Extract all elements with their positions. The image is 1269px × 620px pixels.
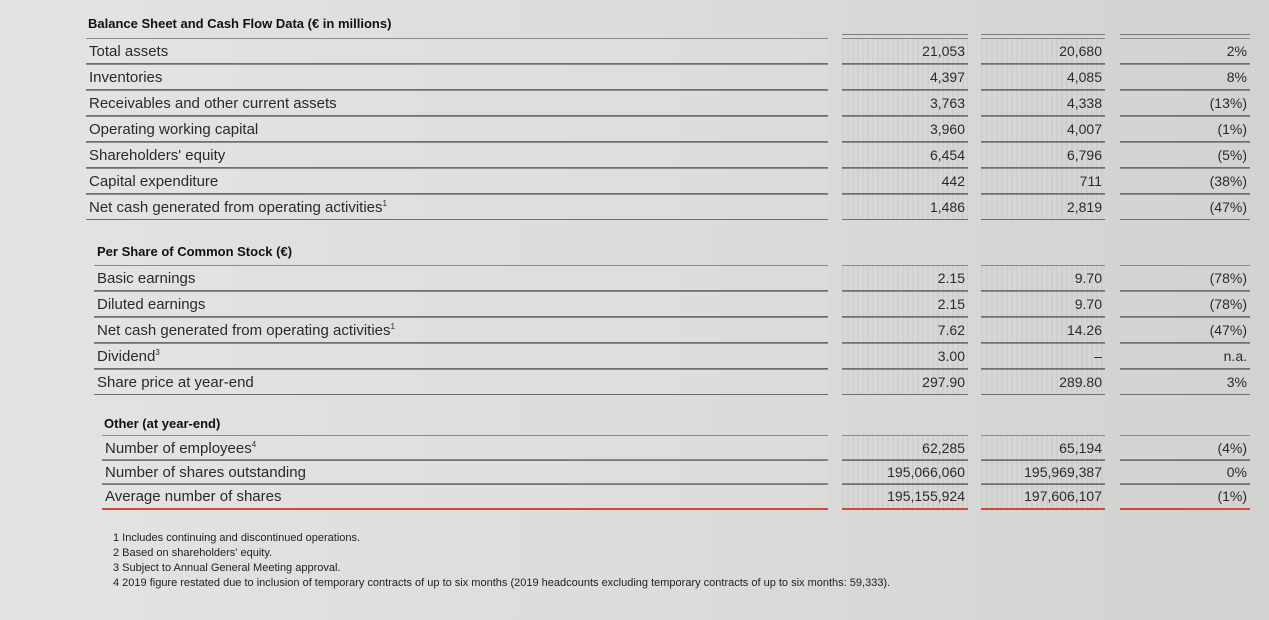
value-2019: 289.80	[981, 369, 1105, 395]
row-label-text: Shareholders' equity	[89, 147, 226, 164]
row-label	[86, 168, 828, 194]
footnote-ref: 3	[155, 348, 160, 357]
value-2019: 9.70	[981, 291, 1105, 317]
row-label	[86, 64, 828, 90]
value-2020: 62,285	[842, 435, 968, 461]
row-label	[86, 194, 828, 220]
section-end-rule	[842, 508, 968, 510]
row-label-text: Average number of shares	[105, 488, 282, 505]
section-end-rule	[1120, 508, 1250, 510]
value-2020: 3,960	[842, 116, 968, 142]
value-2020: 7.62	[842, 317, 968, 343]
value-change: (47%)	[1120, 194, 1250, 220]
row-label-text: Capital expenditure	[89, 173, 219, 190]
row-label	[86, 38, 828, 64]
value-change: (13%)	[1120, 90, 1250, 116]
col-2020-header-line	[842, 34, 968, 35]
value-2020: 195,155,924	[842, 483, 968, 509]
footnote-ref: 1	[390, 322, 395, 331]
value-2019: 65,194	[981, 435, 1105, 461]
section-end-rule	[102, 508, 828, 510]
value-change: (4%)	[1120, 435, 1250, 461]
value-2020: 297.90	[842, 369, 968, 395]
value-2020: 21,053	[842, 38, 968, 64]
col-change-header-line	[1120, 34, 1250, 35]
row-label	[86, 142, 828, 168]
row-label-text: Number of shares outstanding	[105, 464, 306, 481]
row-label-text: Net cash generated from operating activities	[97, 322, 391, 339]
row-label	[94, 369, 828, 395]
footnote-ref: 4	[251, 440, 257, 449]
value-2020: 4,397	[842, 64, 968, 90]
value-2020: 6,454	[842, 142, 968, 168]
row-label	[94, 317, 828, 343]
value-change: (5%)	[1120, 142, 1250, 168]
row-label-text: Inventories	[89, 69, 163, 86]
value-2020: 3,763	[842, 90, 968, 116]
row-label	[102, 435, 828, 461]
value-2019: 4,007	[981, 116, 1105, 142]
other-section-title: Other (at year-end)	[104, 416, 221, 431]
value-2020: 1,486	[842, 194, 968, 220]
footnote-1: 1 Includes continuing and discontinued operations.	[113, 532, 361, 544]
row-label	[86, 90, 828, 116]
row-label-text: Basic earnings	[97, 270, 196, 287]
value-2019: 711	[981, 168, 1105, 194]
value-2019: 20,680	[981, 38, 1105, 64]
footnote-3: 3 Subject to Annual General Meeting approval.	[113, 562, 341, 574]
value-2019: –	[981, 343, 1105, 369]
row-label-text: Number of employees	[105, 440, 252, 457]
value-change: 3%	[1120, 369, 1250, 395]
row-label	[102, 483, 828, 509]
row-label-text: Dividend	[97, 348, 156, 365]
value-2019: 2,819	[981, 194, 1105, 220]
value-change: 8%	[1120, 64, 1250, 90]
row-label-text: Operating working capital	[89, 121, 259, 138]
value-2020: 195,066,060	[842, 459, 968, 485]
col-2019-header-line	[981, 34, 1105, 35]
footnote-4: 4 2019 figure restated due to inclusion of temporary contracts of up to six months (2019 headcounts excluding temporary contracts of up to six months: 59,333).	[113, 577, 891, 589]
footnote-2: 2 Based on shareholders' equity.	[113, 547, 273, 559]
footnote-ref: 1	[382, 199, 387, 208]
per-share-section-title: Per Share of Common Stock (€)	[97, 244, 293, 259]
value-2019: 197,606,107	[981, 483, 1105, 509]
value-change: 0%	[1120, 459, 1250, 485]
balance-section-title: Balance Sheet and Cash Flow Data (€ in millions)	[88, 16, 392, 31]
value-change: (78%)	[1120, 265, 1250, 291]
value-change: (1%)	[1120, 116, 1250, 142]
value-2019: 4,085	[981, 64, 1105, 90]
value-change: n.a.	[1120, 343, 1250, 369]
value-2019: 9.70	[981, 265, 1105, 291]
value-2020: 2.15	[842, 291, 968, 317]
row-label-text: Diluted earnings	[97, 296, 206, 313]
value-2020: 3.00	[842, 343, 968, 369]
value-2020: 442	[842, 168, 968, 194]
value-2019: 195,969,387	[981, 459, 1105, 485]
value-change: 2%	[1120, 38, 1250, 64]
section-end-rule	[981, 508, 1105, 510]
row-label	[94, 291, 828, 317]
value-2019: 6,796	[981, 142, 1105, 168]
row-label-text: Net cash generated from operating activities	[89, 199, 383, 216]
row-label-text: Share price at year-end	[97, 374, 254, 391]
value-2020: 2.15	[842, 265, 968, 291]
value-change: (47%)	[1120, 317, 1250, 343]
row-label	[86, 116, 828, 142]
value-change: (38%)	[1120, 168, 1250, 194]
value-change: (78%)	[1120, 291, 1250, 317]
row-label	[102, 459, 828, 485]
row-label	[94, 265, 828, 291]
row-label-text: Receivables and other current assets	[89, 95, 337, 112]
value-2019: 14.26	[981, 317, 1105, 343]
value-change: (1%)	[1120, 483, 1250, 509]
row-label-text: Total assets	[89, 43, 169, 60]
value-2019: 4,338	[981, 90, 1105, 116]
row-label	[94, 343, 828, 369]
